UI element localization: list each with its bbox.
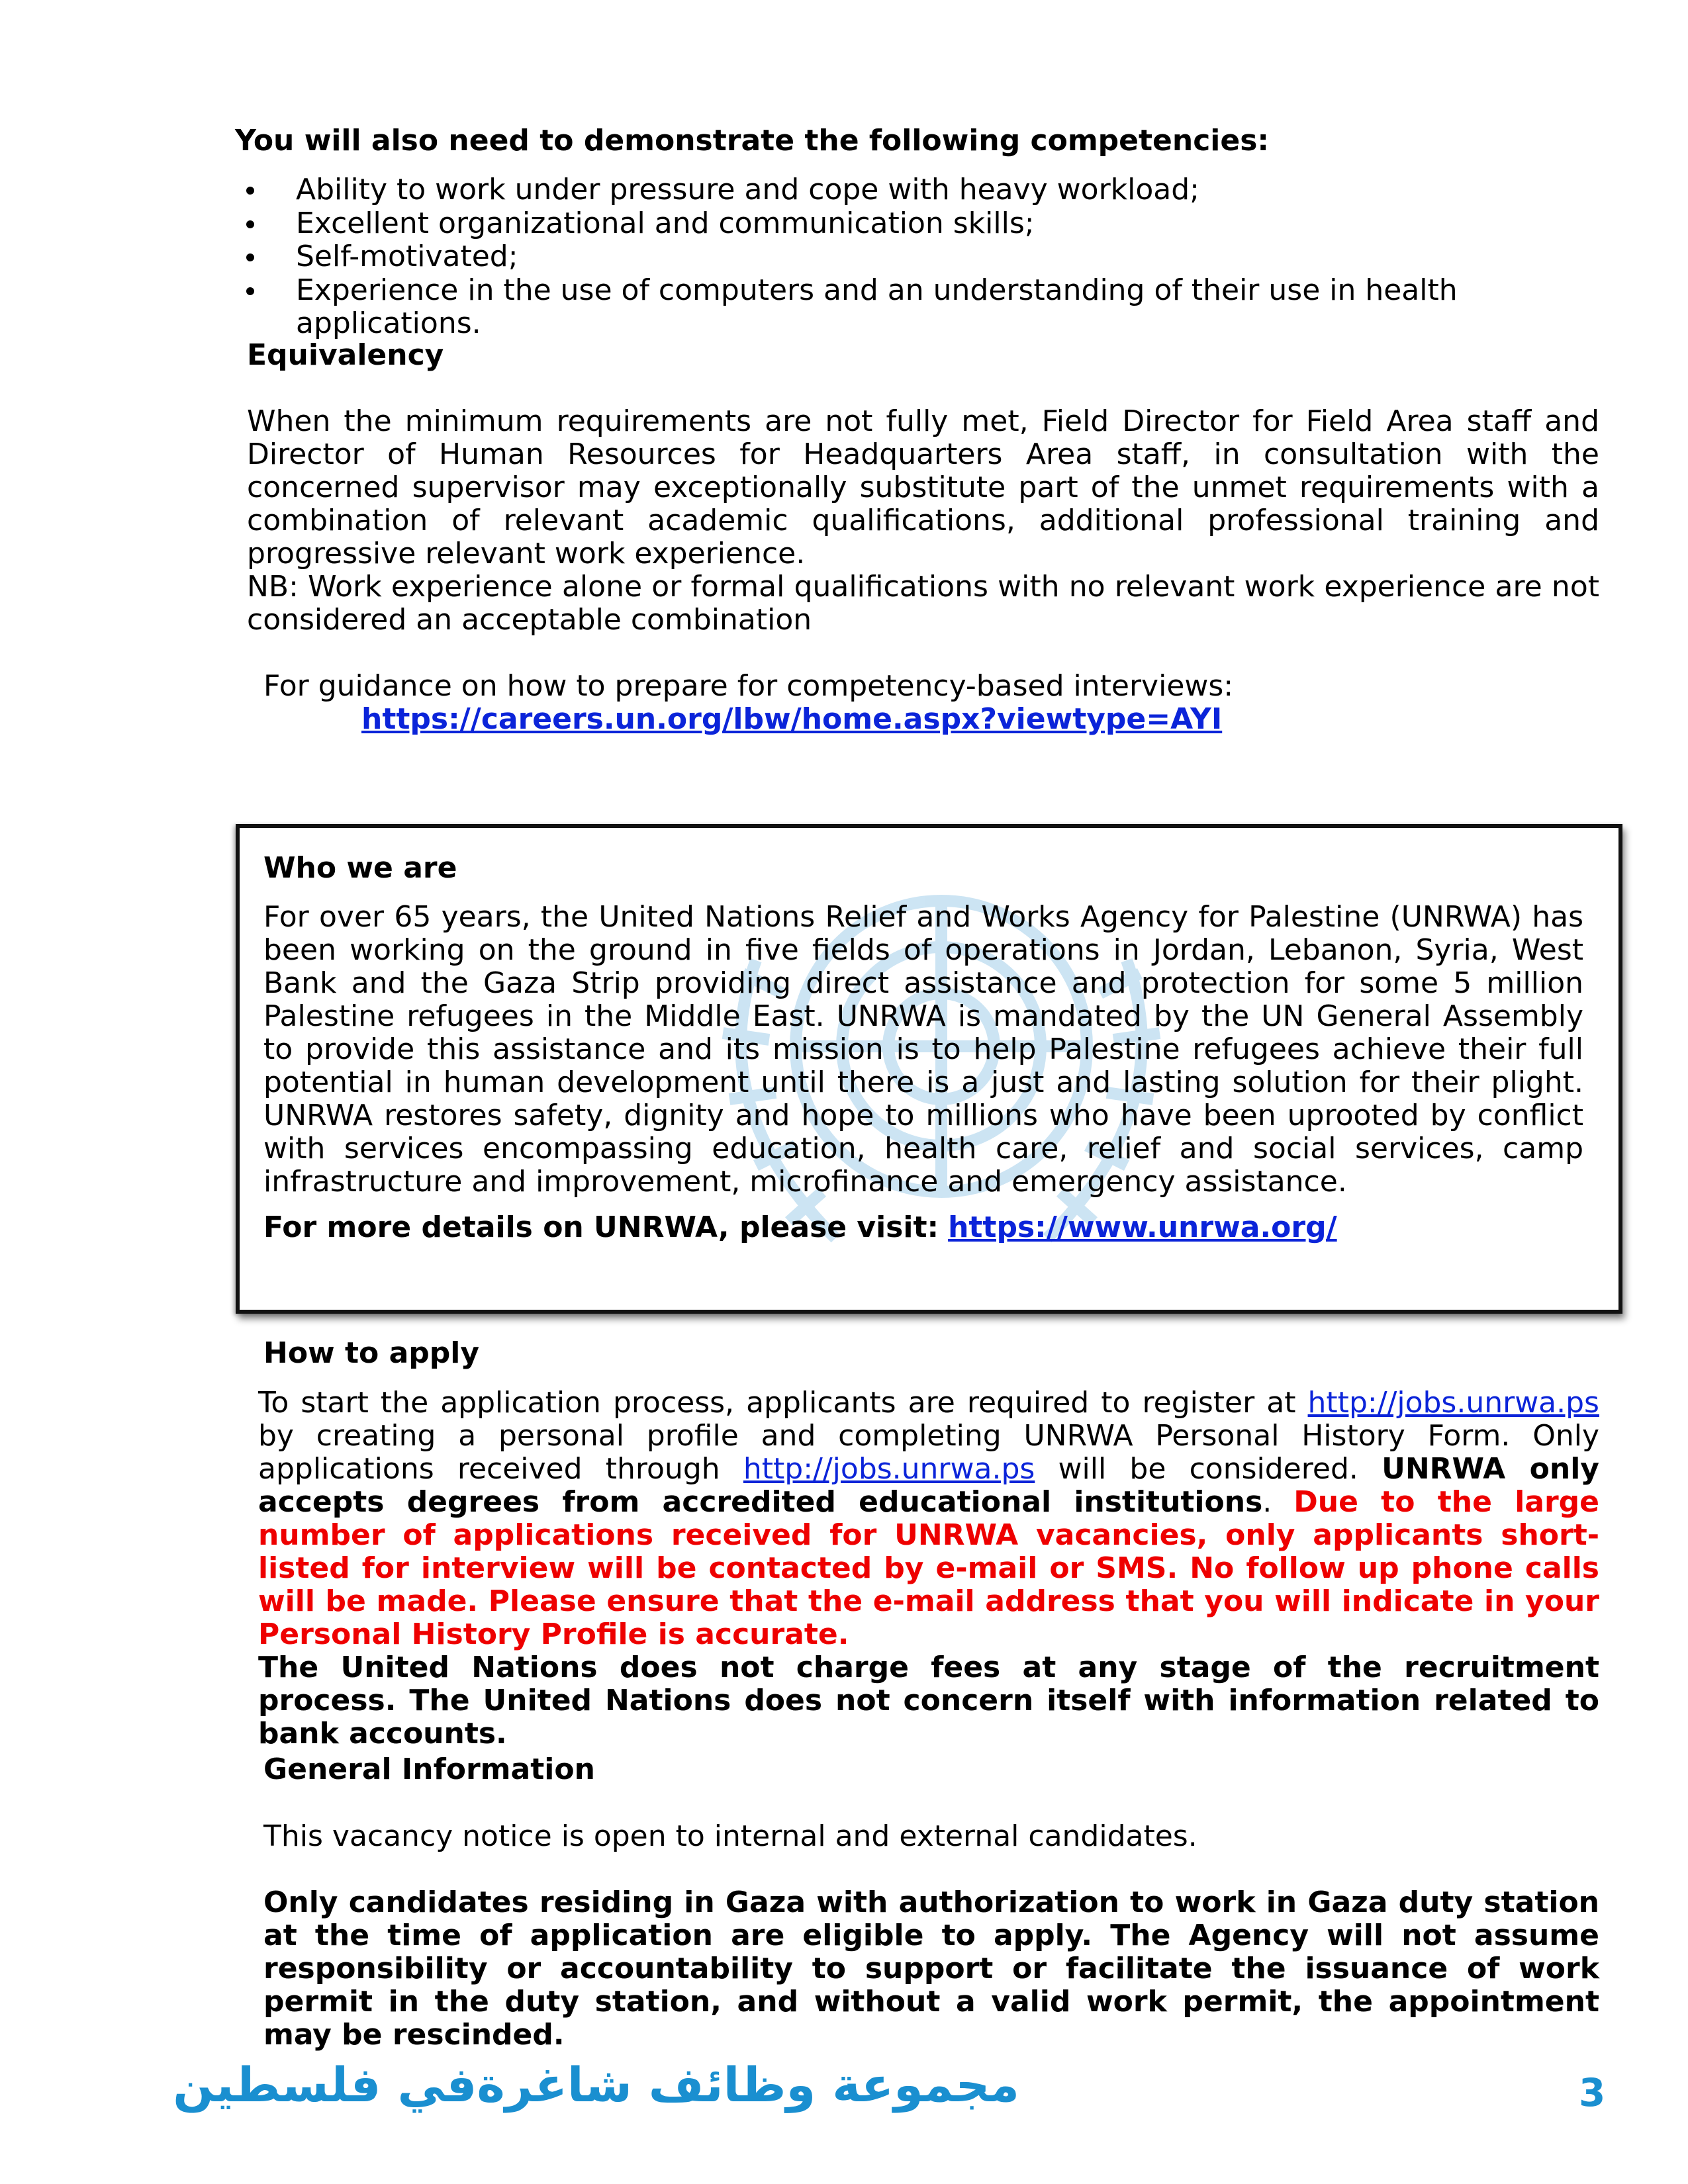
fees-notice: The United Nations does not charge fees at any stage of the recruitment process. The United Nations does not concern itself with information related to bank accounts.: [258, 1651, 1599, 1751]
bullet-icon: [246, 253, 254, 261]
bullet-icon: [246, 287, 254, 295]
unrwa-details-line: [263, 1211, 1587, 1244]
list-item: Excellent organizational and communication skills;: [235, 207, 1625, 241]
who-we-are-paragraph: For over 65 years, the United Nations Relief and Works Agency for Palestine (UNRWA) has been working on the ground in five fields of operations in Jordan, Lebanon, Syria, West Bank and the Gaza Strip providing direct assistance and protection for some 5 million Palestine refugees in the Middle East. UNRWA is mandated by the UN General Assembly to provide this assistance and its mission is to help Palestine refugees achieve their full potential in human development until there is a just and lasting solution for their plight. UNRWA restores safety, dignity and hope to millions who have been uprooted by conflict with services encompassing education, health care, relief and social services, camp infrastructure and improvement, microfinance and emergency assistance.: [263, 900, 1583, 1199]
list-item: Experience in the use of computers and an understanding of their use in health applications.: [235, 274, 1625, 341]
guidance-link[interactable]: https://careers.un.org/lbw/home.aspx?viewtype=AYI: [361, 702, 1223, 736]
equivalency-paragraph: When the minimum requirements are not fully met, Field Director for Field Area staff and Director of Human Resources for Headquarters Area staff, in consultation with the concerned supervisor may exceptionally substitute part of the unmet requirements with a combination of relevant academic qualifications, additional professional training and progressive relevant work experience.: [247, 404, 1599, 570]
general-information-heading: General Information: [263, 1752, 595, 1786]
eligibility-notice: Only candidates residing in Gaza with authorization to work in Gaza duty station at the time of application are eligible to apply. The Agency will not assume responsibility or accountability to support or facilitate the issuance of work permit in the duty station, and without a valid work permit, the appointment may be rescinded.: [263, 1886, 1599, 2052]
bullet-icon: [246, 187, 254, 195]
list-item: Ability to work under pressure and cope with heavy workload;: [235, 173, 1625, 207]
who-we-are-heading: Who we are: [263, 851, 457, 885]
equivalency-nb: NB: Work experience alone or formal qualifications with no relevant work experience are not considered an acceptable combination: [247, 570, 1599, 637]
unrwa-details-label: For more details on UNRWA, please visit:: [263, 1210, 939, 1244]
guidance-text: For guidance on how to prepare for competency-based interviews:: [263, 669, 1234, 703]
competencies-list: [235, 173, 1625, 341]
unrwa-website-link[interactable]: https://www.unrwa.org/: [948, 1210, 1337, 1244]
how-to-apply-paragraph: To start the application process, applicants are required to register at http://jobs.unrwa.ps by creating a personal profile and completing UNRWA Personal History Form. Only applications received through http://jobs.unrwa.ps will be considered. UNRWA only accepts degrees from accredited educational institutions. Due to the large number of applications received for UNRWA vacancies, only applicants short-listed for interview will be contacted by e-mail or SMS. No follow up phone calls will be made. Please ensure that the e-mail address that you will indicate in your Personal History Profile is accurate.: [258, 1386, 1599, 1651]
degrees-notice: UNRWA only accepts degrees from accredited educational institutions: [258, 1452, 1599, 1519]
jobs-portal-link[interactable]: http://jobs.unrwa.ps: [1307, 1386, 1599, 1420]
page-number: 3: [1579, 2070, 1606, 2115]
how-to-apply-heading: How to apply: [263, 1336, 480, 1370]
list-item: Self-motivated;: [235, 240, 1625, 274]
shortlist-warning: Due to the large number of applications received for UNRWA vacancies, only applicants short-listed for interview will be contacted by e-mail or SMS. No follow up phone calls will be made. Please ensure that the e-mail address that you will indicate in your Personal History Profile is accurate.: [258, 1485, 1599, 1651]
who-we-are-box: [236, 824, 1622, 1314]
equivalency-heading: Equivalency: [247, 338, 444, 372]
footer-arabic-title: مجموعة وظائف شاغرةفي فلسطين: [173, 2057, 1019, 2113]
competencies-heading: You will also need to demonstrate the following competencies:: [235, 124, 1269, 158]
general-information-paragraph: This vacancy notice is open to internal and external candidates.: [263, 1819, 1197, 1853]
jobs-portal-link-2[interactable]: http://jobs.unrwa.ps: [743, 1452, 1035, 1486]
bullet-icon: [246, 220, 254, 228]
